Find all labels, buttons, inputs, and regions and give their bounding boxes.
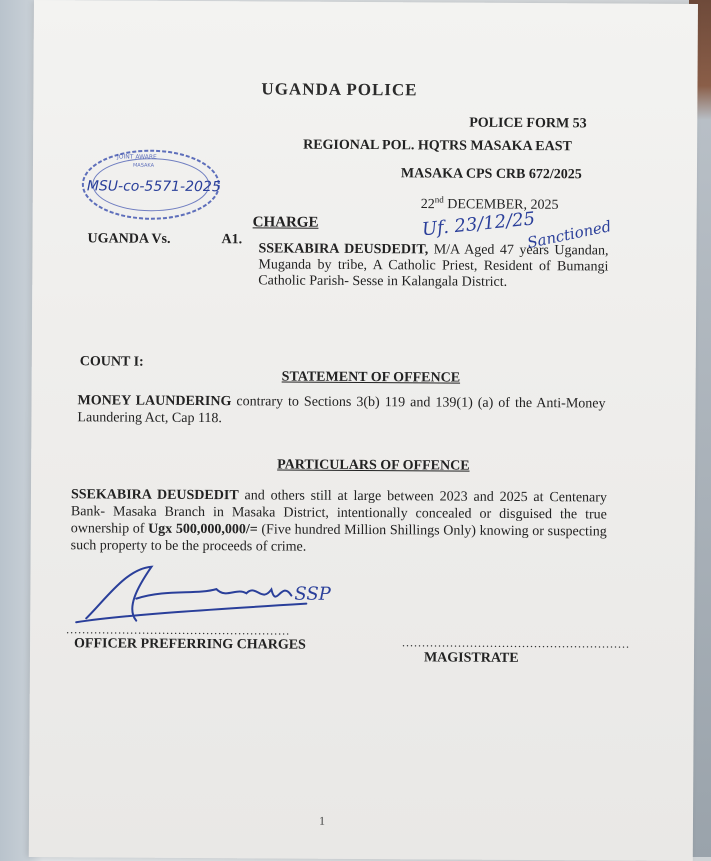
accused-name: SSEKABIRA DEUSDEDIT, (258, 241, 429, 258)
svg-text:MASAKA: MASAKA (132, 162, 155, 169)
particulars-heading: PARTICULARS OF OFFENCE (277, 457, 470, 474)
regional-hq: REGIONAL POL. HQTRS MASAKA EAST (303, 137, 572, 155)
offence-name: MONEY LAUNDERING (77, 393, 232, 410)
police-form-number: POLICE FORM 53 (469, 115, 587, 132)
charge-heading: CHARGE (252, 214, 319, 231)
offence-statement (77, 392, 605, 429)
accused-details (258, 241, 608, 291)
case-reference: MASAKA CPS CRB 672/2025 (400, 166, 582, 183)
signature-rank: SSP (294, 583, 331, 605)
case-title: UGANDA Vs. (87, 231, 171, 247)
date-rest: DECEMBER, 2025 (443, 197, 559, 213)
svg-text:MSU-co-5571-2025: MSU-co-5571-2025 (86, 178, 221, 196)
statement-heading: STATEMENT OF OFFENCE (281, 369, 461, 386)
accused-label: A1. (221, 232, 243, 248)
particulars-amount: Ugx 500,000,000/= (148, 521, 258, 538)
svg-text:Sanctioned: Sanctioned (525, 217, 613, 252)
particulars-name: SSEKABIRA DEUSDEDIT (70, 487, 239, 504)
date-suffix: nd (434, 194, 444, 205)
particulars-text-1: and others still at large between 2023 and 2025 at Centenary Bank- Masaka Branch in Masaka District, intentionally concealed or disguised the true ownership of (70, 488, 607, 537)
svg-text:JOINT AWARE: JOINT AWARE (117, 153, 157, 161)
document-title: UGANDA POLICE (261, 79, 418, 100)
charge-sheet-page (29, 0, 698, 861)
date-day: 22 (420, 197, 435, 213)
particulars-body (71, 486, 607, 557)
svg-text:Uf. 23/12/25: Uf. 23/12/25 (420, 208, 536, 241)
magistrate-label: MAGISTRATE (423, 650, 519, 666)
count-label: COUNT I: (79, 354, 144, 370)
officer-label: OFFICER PREFERRING CHARGES (74, 636, 306, 653)
officer-signature-line: ........................................................ (66, 622, 291, 638)
particulars-text-2: (Five hundred Million Shillings Only) knowing or suspecting such property to be the proceeds of crime. (70, 522, 607, 555)
police-stamp (81, 144, 241, 225)
magistrate-signature-line: ......................................................... (402, 635, 631, 651)
offence-text: contrary to Sections 3(b) 119 and 139(1) (a) of the Anti-Money Laundering Act, Cap 118. (77, 394, 606, 427)
page-number: 1 (318, 813, 326, 828)
accused-description: M/A Aged 47 years Ugandan, Muganda by tribe, A Catholic Priest, Resident of Bumangi Catholic Parish- Sesse in Kalangala District. (258, 242, 609, 290)
